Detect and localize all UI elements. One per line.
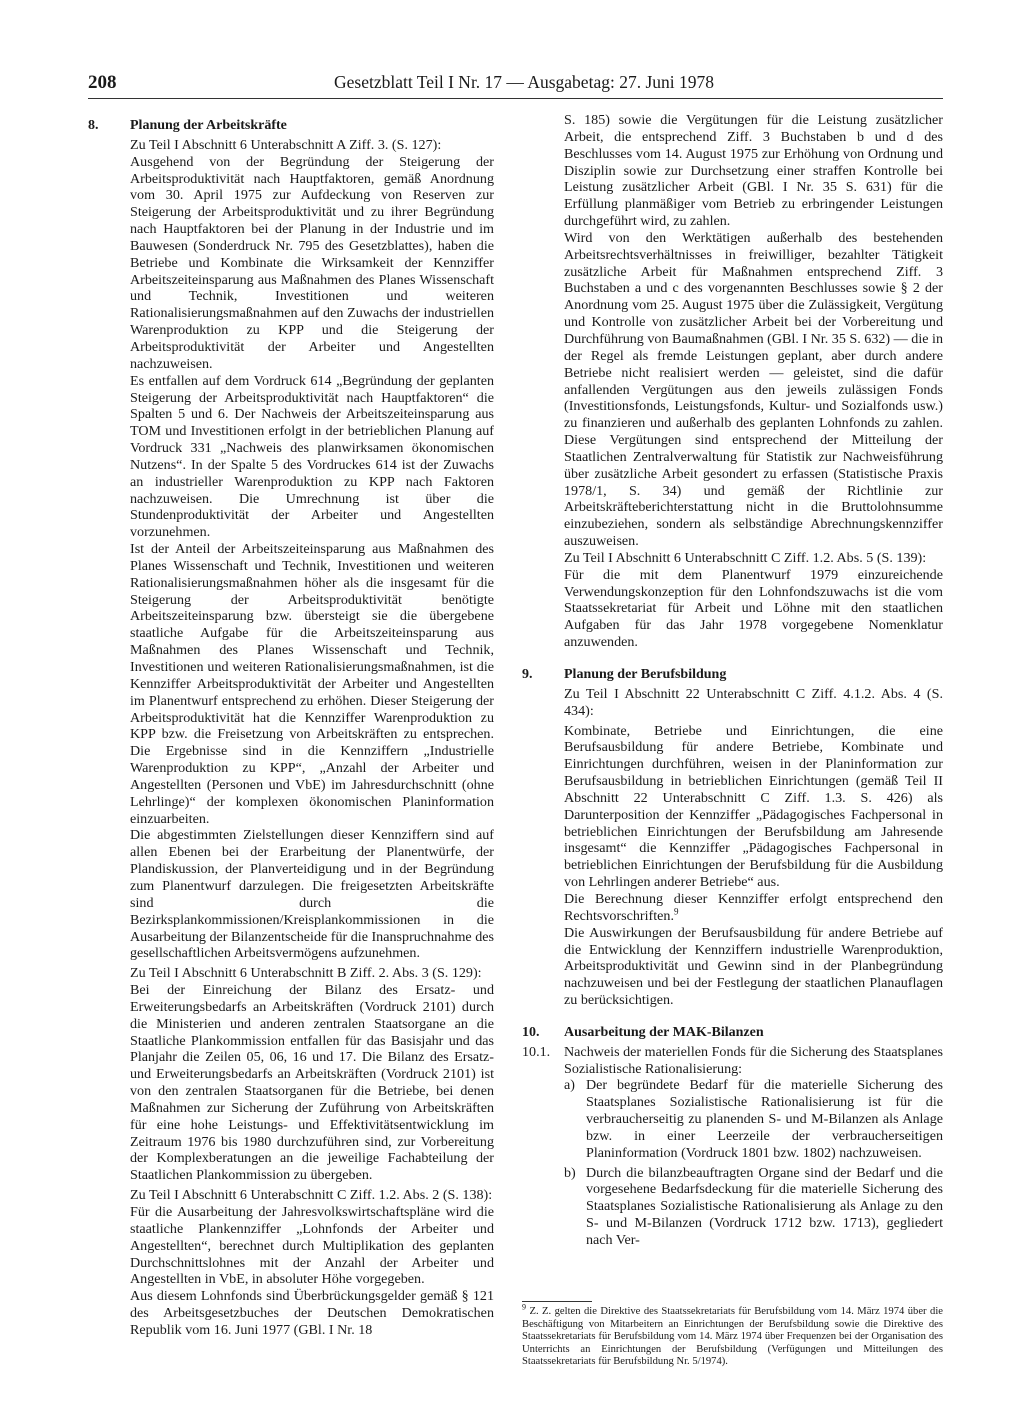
right-column (522, 112, 943, 1249)
page-number: 208 (88, 72, 117, 93)
list-marker: b) (564, 1164, 576, 1181)
section-title: Planung der Berufsbildung (564, 667, 727, 682)
section-title: Ausarbeitung der MAK-Bilanzen (564, 1024, 764, 1040)
paragraph: Wird von den Werktätigen außerhalb des bestehenden Arbeitsrechtsverhältnisses in freiwilliger, bezahlter Tätigkeit zusätzliche Arbeit für Maßnahmen entsprechend Ziff. 3 Buchstaben a und c des vorgenannten Beschlusses sowie § 2 der Anordnung vom 25. August 1975 über die Zulässigkeit, Vergütung und Kontrolle von zusätzlicher Arbeit bei der Vorbereitung und Durchführung von Baumaßnahmen (GBl. I Nr. 35 S. 632) — die in der Regel als fremde Leistungen geplant, aber durch andere Betriebe nicht realisiert werden — geleistet, sind die dafür anfallenden Vergütungen aus den jeweils zulässigen Fonds (Investitionsfonds, Leistungsfonds, Kultur- und Sozialfonds usw.) zu finanzieren und außerhalb des geplanten Lohnfonds zu zahlen. Diese Vergütungen sind entsprechend der Mitteilung der Staatlichen Zentralverwaltung für Statistik zur Nachweisführung über zusätzliche Arbeit gesondert zu erfassen (Statistische Praxis 1978/1, S. 34) und gemäß der Richtlinie zur Arbeitskräfteberichterstattung nicht in die Bruttolohnsumme einzubeziehen, sondern als selbständige Abrechnungskennziffer auszuweisen. (564, 229, 943, 550)
header-rule (88, 98, 943, 99)
paragraph: Kombinate, Betriebe und Einrichtungen, die eine Berufsausbildung für andere Betriebe, Kombinate und Einrichtungen durchführen, weisen in der Planinformation zur Berufsausbildung in betrieblichen Einrichtungen (gemäß Teil II Abschnitt 22 Unterabschnitt C Ziff. 1.3. S. 426) als Darunterposition der Kennziffer „Pädagogisches Fachpersonal in betrieblichen Einrichtungen der Berufsbildung am Jahresende insgesamt“ die Kennziffer „Pädagogisches Fachpersonal in betrieblichen Einrichtungen der Berufsbildung für die Ausbildung von Lehrlingen anderer Betriebe“ aus. (564, 722, 943, 891)
item-list (522, 1077, 943, 1248)
paragraph: Nachweis der materiellen Fonds für die Sicherung des Staatsplanes Sozialistische Rationalisierung: (564, 1043, 943, 1077)
list-item (564, 1077, 943, 1161)
paragraph: Ausgehend von der Begründung der Steigerung der Arbeitsproduktivität nach Hauptfaktoren, gemäß Anordnung vom 30. April 1975 zur Aufdeckung von Reserven zur Steigerung der Arbeitsproduktivität und zu ihrer Begründung nach Hauptfaktoren bei der Planung in der Industrie und im Bauwesen (Sonderdruck Nr. 795 des Gesetzblattes), haben die Betriebe und Kombinate die Wirksamkeit der Kennziffer Arbeitszeiteinsparung aus Maßnahmen des Planes Wissenschaft und Technik, Investitionen und weiteren Rationalisierungsmaßnahmen auf den Zuwachs der industriellen Warenproduktion zu KPP und die Steigerung der Arbeitsproduktivität der Arbeiter und Angestellten nachzuweisen. (130, 153, 494, 372)
paragraph: Aus diesem Lohnfonds sind Überbrückungsgelder gemäß § 121 des Arbeitsgesetzbuches der Deutschen Demokratischen Republik vom 16. Juni 1977 (GBl. I Nr. 18 (130, 1288, 494, 1338)
footnote-text: Z. Z. gelten die Direktive des Staatssekretariats für Berufsbildung vom 14. März 1974 über die Beschäftigung von Mitarbeitern an Einrichtungen der Berufsbildung sowie die Direktive des Staatssekretariats für Berufsbildung vom 14. März 1974 über Frequenzen bei der Organisation des Unterrichts an Einrichtungen der Berufsbildung (Verfügungen und Mitteilungen des Staatssekretariats für Berufsbildung Nr. 5/1974). (522, 1306, 943, 1368)
paragraph-text: Die Berechnung dieser Kennziffer erfolgt entsprechend den Rechtsvorschriften. (564, 890, 943, 924)
footnote-rule (522, 1301, 592, 1302)
section-8-continued (522, 112, 943, 651)
reference-heading: Zu Teil I Abschnitt 6 Unterabschnitt A Ziff. 3. (S. 127): (130, 136, 442, 153)
list-item-text: Durch die bilanzbeauftragten Organe sind der Bedarf und die vorgesehene Bedarfsdeckung für die materielle Sicherung des Staatsplanes Sozialistische Rationalisierung als Anlage zu den S- und M-Bilanzen (Vordruck 1712 bzw. 1713), gegliedert nach Ver- (586, 1164, 943, 1248)
section-heading-10 (522, 1025, 943, 1042)
paragraph: Die abgestimmten Zielstellungen dieser Kennziffern sind auf allen Ebenen bei der Erarbeitung der Planentwürfe, der Plandiskussion, der Planverteidigung und in der Begründung zum Planentwurf darzulegen. Die freigesetzten Arbeitskräfte sind durch die Bezirksplankommissionen/Kreisplankommissionen in die Ausarbeitung der Bilanzentscheide für die Inanspruchnahme des gesellschaftlichen Arbeitsvermögens aufzunehmen. (130, 827, 494, 962)
section-title: Planung der Arbeitskräfte (130, 118, 287, 133)
list-item-text: Der begründete Bedarf für die materielle Sicherung des Staatsplanes Sozialistische Rationalisierung ist für die verbraucherseitig zu planenden S- und M-Bilanzen als Anlage bzw. in einer Leerzeile der verbraucherseitigen Planinformation (Vordruck 1801 bzw. 1802) nachzuweisen. (586, 1077, 943, 1161)
list-item (564, 1165, 943, 1249)
paragraph (564, 891, 943, 925)
paragraph: Ist der Anteil der Arbeitszeiteinsparung aus Maßnahmen des Planes Wissenschaft und Technik, Investitionen und weiteren Rationalisierungsmaßnahmen höher als die insgesamt für die Steigerung der Arbeitsproduktivität benötigte Arbeitszeiteinsparung bzw. übersteigt sie die übergebene staatliche Aufgabe für die Arbeitszeiteinsparung aus Maßnahmen des Planes Wissenschaft und Technik, Investitionen und weiteren Rationalisierungsmaßnahmen, ist die Kennziffer Arbeitsproduktivität der Arbeiter und Angestellten im Planentwurf entsprechend zu erhöhen. Dieser Steigerung der Arbeitsproduktivität hat die Kennziffer Warenproduktion zu KPP bzw. die Freisetzung von Arbeitskräften zu entsprechen. Die Ergebnisse sind in die Kennziffern „Industrielle Warenproduktion zu KPP“, „Anzahl der Arbeiter und Angestellten (Personen und VbE) im Jahresdurchschnitt (ohne Lehrlinge)“ der komplexen ökonomischen Planinformation einzuarbeiten. (130, 541, 494, 827)
subsection-number: 10.1. (522, 1043, 551, 1060)
section-number: 8. (88, 118, 99, 133)
footnote-reference: 9 (673, 906, 679, 917)
section-8-body (88, 137, 494, 1339)
paragraph: Für die mit dem Planentwurf 1979 einzureichende Verwendungskonzeption für den Lohnfondszuwachs ist die vom Staatssekretariat für Arbeit und Löhne mit den staatlichen Aufgaben für das Jahr 1978 vorgegebene Nomenklatur anzuwenden. (564, 566, 943, 651)
page-header (88, 72, 944, 98)
paragraph: Bei der Einreichung der Bilanz des Ersatz- und Erweiterungsbedarfs an Arbeitskräften (Vordruck 2101) durch die Ministerien und anderen zentralen Staatsorgane an die Staatliche Plankommission entfallen für das Basisjahr und das Planjahr die Zeilen 05, 06, 16 und 17. Die Bilanz des Ersatz- und Erweiterungsbedarfs an Arbeitskräften (Vordruck 2101) ist von den zentralen Staatsorganen für die Betriebe, bei denen Maßnahmen zur Sicherung der Zuführung von Arbeitskräften für eine hohe Leistungs- und Effektivitätsentwicklung im Zeitraum 1976 bis 1980 durchzuführen sind, zur Vorbereitung der Komplexberatungen an die jeweilige Fachabteilung der Staatlichen Plankommission zu übergeben. (130, 982, 494, 1184)
reference-heading: Zu Teil I Abschnitt 6 Unterabschnitt B Ziff. 2. Abs. 3 (S. 129): (130, 965, 482, 982)
paragraph: Es entfallen auf dem Vordruck 614 „Begründung der geplanten Steigerung der Arbeitsproduktivität nach Hauptfaktoren“ die Spalten 5 und 6. Der Nachweis der Arbeitszeiteinsparung aus TOM und Investitionen erfolgt in der betrieblichen Planung auf Vordruck 331 „Nachweis des planwirksamen ökonomischen Nutzens“. In der Spalte 5 des Vordruckes 614 ist der Zuwachs an industrieller Warenproduktion zu KPP nach Faktoren nachzuweisen. Die Umrechnung ist über die Stundenproduktivität der Arbeiter und Angestellten vorzunehmen. (130, 372, 494, 541)
section-number: 10. (522, 1024, 540, 1040)
section-heading-9 (522, 667, 943, 684)
section-9-body (522, 686, 943, 1009)
reference-heading: Zu Teil I Abschnitt 22 Unterabschnitt C Ziff. 4.1.2. Abs. 4 (S. 434): (564, 685, 943, 719)
left-column (88, 112, 494, 1339)
reference-heading: Zu Teil I Abschnitt 6 Unterabschnitt C Ziff. 1.2. Abs. 5 (S. 139): (564, 549, 927, 566)
paragraph: Die Auswirkungen der Berufsausbildung für andere Betriebe auf die Entwicklung der Kennziffern industrielle Warenproduktion, Arbeitsproduktivität und Gewinn sind in der Planbegründung nachzuweisen und bei der Festlegung der staatlichen Planauflagen zu berücksichtigen. (564, 924, 943, 1009)
paragraph: Für die Ausarbeitung der Jahresvolkswirtschaftspläne wird die staatliche Plankennziffer „Lohnfonds der Arbeiter und Angestellten“, berechnet durch Multiplikation des geplanten Durchschnittslohnes mit der Anzahl der Arbeiter und Angestellten in VbE, in absoluter Höhe vorgegeben. (130, 1204, 494, 1288)
paragraph: S. 185) sowie die Vergütungen für die Leistung zusätzlicher Arbeit, die entsprechend Ziff. 3 Buchstaben b und d des Beschlusses vom 14. August 1975 zur Erhöhung von Ordnung und Disziplin sowie zur Durchsetzung einer straffen Kontrolle bei Leistung zusätzlicher Arbeit (GBl. I Nr. 35 S. 631) für die Erfüllung planmäßiger vom Betrieb zu erbringender Leistungen durchgeführt wird, zu zahlen. (564, 112, 943, 230)
list-marker: a) (564, 1077, 575, 1094)
footnote (522, 1302, 943, 1369)
subsection-10-1 (522, 1044, 943, 1078)
gazette-header-title: Gesetzblatt Teil I Nr. 17 — Ausgabetag: 27. Juni 1978 (334, 72, 714, 92)
reference-heading: Zu Teil I Abschnitt 6 Unterabschnitt C Ziff. 1.2. Abs. 2 (S. 138): (130, 1187, 493, 1204)
section-heading-8 (88, 118, 494, 135)
section-number: 9. (522, 667, 533, 682)
footnote-mark: 9 (522, 1302, 526, 1312)
